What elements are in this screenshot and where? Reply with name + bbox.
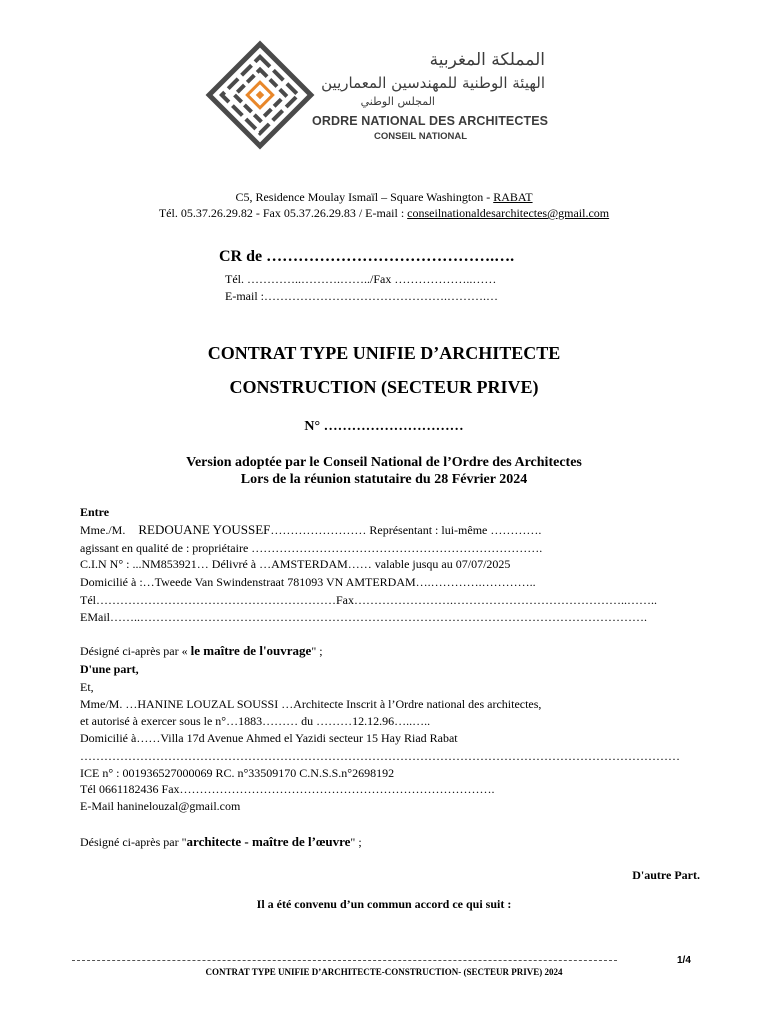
designe-architect-bold: architecte - maître de l’œuvre xyxy=(186,834,351,849)
footer-text: CONTRAT TYPE UNIFIE D’ARCHITECTE-CONSTRUCTION- (SECTEUR PRIVE) 2024 xyxy=(205,967,563,977)
et-label: Et, xyxy=(80,680,94,694)
ordre-emblem-icon xyxy=(205,40,315,150)
architect-line: Mme/M. …HANINE LOUZAL SOUSSI …Architecte Inscrit à l’Ordre national des architectes, xyxy=(80,697,542,711)
une-part-label: D'une part, xyxy=(80,662,139,676)
contract-title-2: CONSTRUCTION (SECTEUR PRIVE) xyxy=(229,377,539,397)
address-line-2 xyxy=(0,206,768,221)
contract-number: N° ………………………… xyxy=(304,419,464,434)
designe-owner xyxy=(80,643,323,659)
designe-architect-suffix: " ; xyxy=(350,835,362,849)
owner-prefix: Mme./M. xyxy=(80,523,126,537)
architect-ice: ICE n° : 001936527000069 RC. n°33509170 C.N.S.S.n°2698192 xyxy=(80,766,395,780)
autre-part-label: D'autre Part. xyxy=(632,868,700,882)
version-line-1: Version adoptée par le Conseil National de l’Ordre des Architectes xyxy=(186,455,582,470)
org-name: ORDRE NATIONAL DES ARCHITECTES xyxy=(312,114,549,128)
architect-tel: Tél 0661182436 Fax……………………………………………………………………. xyxy=(80,782,495,796)
address-email-link[interactable]: conseilnationaldesarchitectes@gmail.com xyxy=(407,206,610,220)
arabic-order: الهيئة الوطنية للمهندسين المعماريين xyxy=(321,74,545,92)
architect-domicile: Domicilié à……Villa 17d Avenue Ahmed el Yazidi secteur 15 Hay Riad Rabat xyxy=(80,731,458,745)
version-line-2: Lors de la réunion statutaire du 28 Février 2024 xyxy=(240,472,528,487)
owner-qualite: agissant en qualité de : propriétaire ………………………………………………………………. xyxy=(80,541,543,555)
address-city: RABAT xyxy=(493,190,533,204)
owner-domicile: Domicilié à :…Tweede Van Swindenstraat 781093 VN AMTERDAM….………….………….. xyxy=(80,575,536,589)
page-number: 1/4 xyxy=(677,955,691,966)
owner-line xyxy=(80,522,541,538)
address-street: C5, Residence Moulay Ismaïl – Square Washington - xyxy=(235,190,494,204)
contract-title-1: CONTRAT TYPE UNIFIE D’ARCHITECTE xyxy=(207,343,561,363)
org-sub: CONSEIL NATIONAL xyxy=(374,131,468,142)
arabic-kingdom: المملكة المغربية xyxy=(429,50,545,70)
entre-label: Entre xyxy=(80,505,110,519)
footer-divider xyxy=(72,960,617,961)
cr-tel-fax: Tél. …………..……….……../Fax ………………..…… xyxy=(225,272,497,286)
designe-architect xyxy=(80,834,362,850)
designe-owner-prefix: Désigné ci-après par « xyxy=(80,644,191,658)
owner-cin: C.I.N N° : ...NM853921… Délivré à …AMSTERDAM…… valable jusqu au 07/07/2025 xyxy=(80,557,511,571)
arabic-council: المجلس الوطني xyxy=(360,95,435,108)
owner-email: EMail……..………………………………………………………………………………………………………………. xyxy=(80,610,647,624)
cr-email: E-mail :……………………………………….……….… xyxy=(225,289,498,303)
address-phones: Tél. 05.37.26.29.82 - Fax 05.37.26.29.83 / E-mail : xyxy=(158,206,408,220)
architect-autorise: et autorisé à exercer sous le n°…1883……… du ………12.12.96…..….. xyxy=(80,714,431,728)
designe-architect-prefix: Désigné ci-après par " xyxy=(80,835,187,849)
convenu-label: Il a été convenu d’un commun accord ce qui suit : xyxy=(256,897,512,911)
dots-line: …………………………………………………………………………………………………………………………………… xyxy=(80,749,680,763)
cr-title: CR de …………………………………….…. xyxy=(219,248,515,265)
address-line-1 xyxy=(0,190,768,205)
owner-rest: …………………… Représentant : lui-même …………. xyxy=(270,523,542,537)
owner-tel-fax: Tél……………………………………………………Fax…………………….……………………………………..…….. xyxy=(80,593,657,607)
designe-owner-bold: le maître de l'ouvrage xyxy=(190,643,312,658)
architect-email: E-Mail haninelouzal@gmail.com xyxy=(80,799,241,813)
designe-owner-suffix: " ; xyxy=(311,644,323,658)
owner-name: REDOUANE YOUSSEF xyxy=(138,522,271,537)
